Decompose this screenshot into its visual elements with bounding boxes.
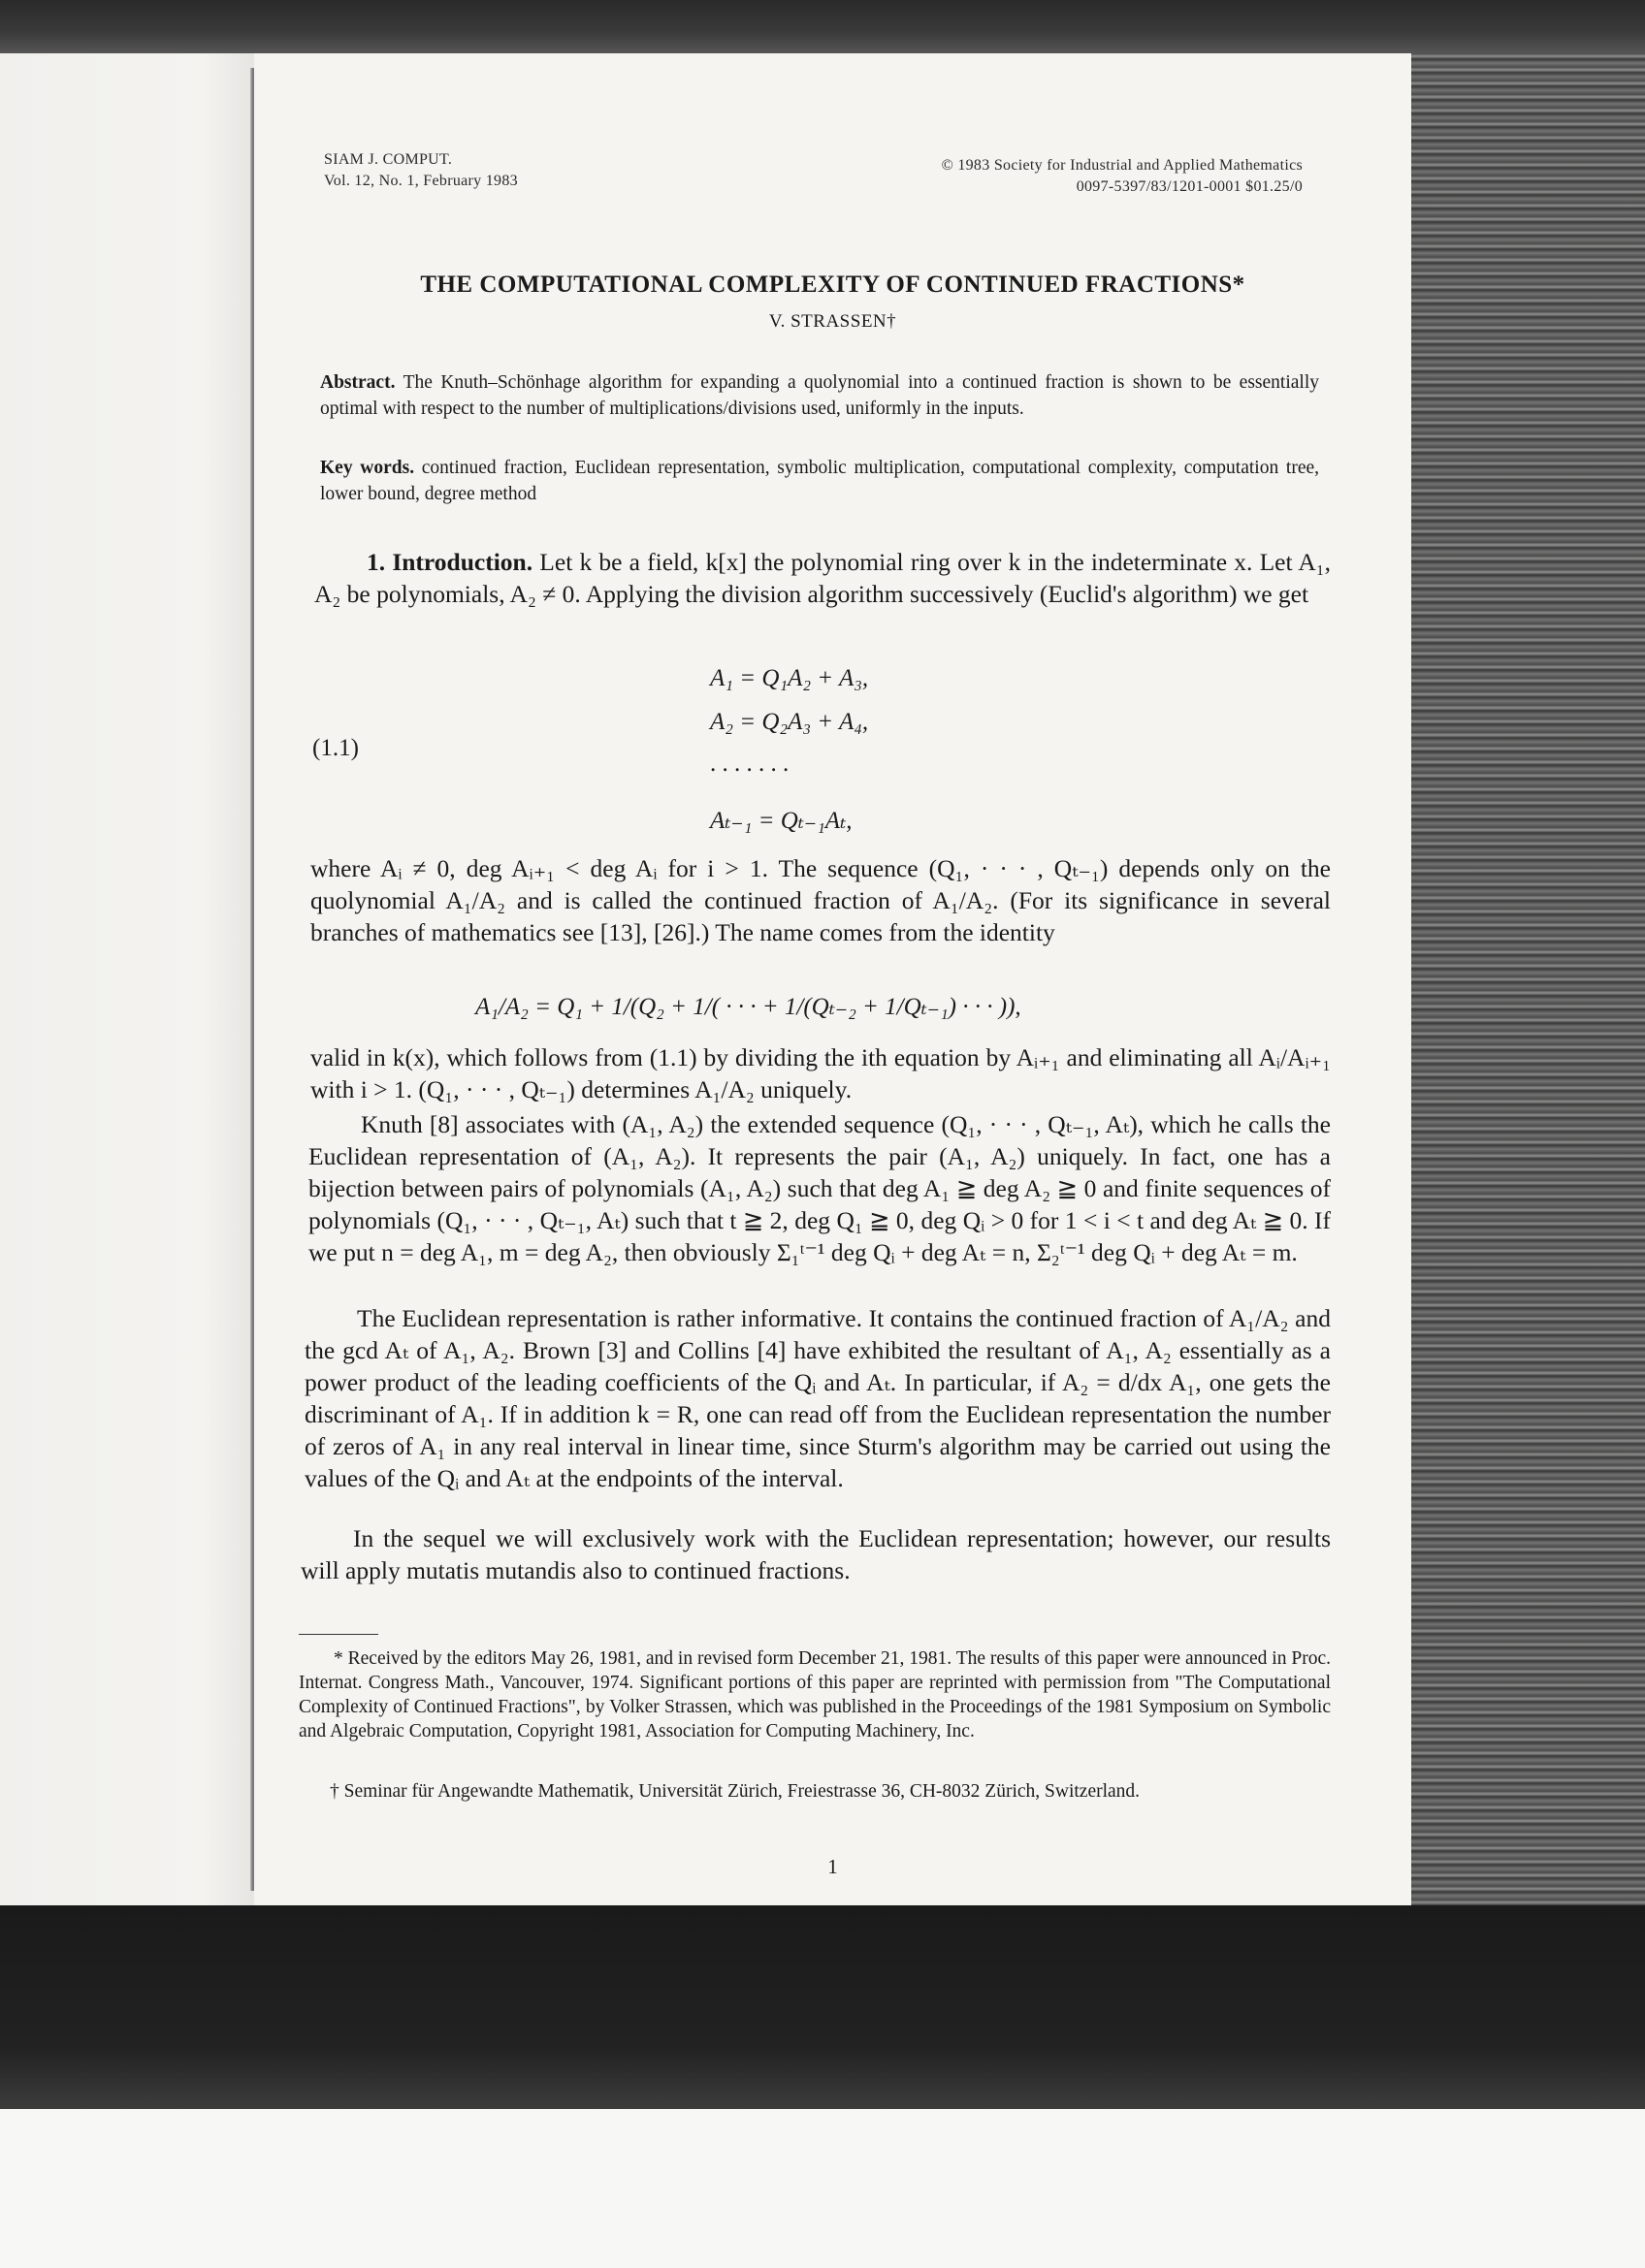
- scan-background-bottom: [0, 1905, 1645, 2109]
- intro-text: Let k be a field, k[x] the polynomial ring over k in the indeterminate x. Let A₁, A₂ be polynomials, A₂ ≠ 0. Applying the division algorithm successively (Euclid's algorithm) we get: [314, 548, 1332, 608]
- scanner-margin: [0, 2109, 1645, 2268]
- equation-line-1: A₁ = Q₁A₂ + A₃,: [710, 665, 869, 691]
- footnote-received: * Received by the editors May 26, 1981, and in revised form December 21, 1981. The results of this paper were announced in Proc. Internat. Congress Math., Vancouver, 1974. Significant portions of this paper are reprinted with permission from "The Computational Complexity of Continued Fractions", by Volker Strassen, which was published in the Proceedings of the 1981 Symposium on Symbolic and Algebraic Computation, Copyright 1981, Association for Computing Machinery, Inc.: [299, 1648, 1331, 1741]
- identity-equation: A₁/A₂ = Q₁ + 1/(Q₂ + 1/( · · · + 1/(Qₜ₋₂ + 1/Qₜ₋₁) · · · )),: [475, 994, 1021, 1020]
- paragraph-sequence: where Aᵢ ≠ 0, deg Aᵢ₊₁ < deg Aᵢ for i > 1. The sequence (Q₁, · · · , Qₜ₋₁) depends only on the quolynomial A₁/A₂ and is called the continued fraction of A₁/A₂. (For its significance in several branches of mathematics see [13], [26].) The name comes from the identity: [310, 854, 1331, 946]
- abstract-label: Abstract.: [320, 372, 396, 393]
- previous-page-leaf: [0, 53, 254, 1905]
- scan-background-top: [0, 0, 1645, 53]
- footnote-rule: [299, 1634, 378, 1635]
- paragraph-knuth: Knuth [8] associates with (A₁, A₂) the extended sequence (Q₁, · · · , Qₜ₋₁, Aₜ), which he calls the Euclidean representation of (A₁, A₂). It represents the pair (A₁, A₂) uniquely. In fact, one has a bijection between pairs of polynomials (A₁, A₂) such that deg A₁ ≧ deg A₂ ≧ 0 and finite sequences of polynomials (Q₁, · · · , Qₜ₋₁, Aₜ) such that t ≧ 2, deg Q₁ ≧ 0, deg Qᵢ > 0 for 1 < i < t and deg Aₜ ≧ 0. If we put n = deg A₁, m = deg A₂, then obviously Σ₁ᵗ⁻¹ deg Qᵢ + deg Aₜ = n, Σ₂ᵗ⁻¹ deg Qᵢ + deg Aₜ = m.: [308, 1110, 1331, 1266]
- paragraph-informative: The Euclidean representation is rather informative. It contains the continued fraction of A₁/A₂ and the gcd Aₜ of A₁, A₂. Brown [3] and Collins [4] have exhibited the resultant of A₁, A₂ essentially as a power product of the leading coefficients of the Qᵢ and Aₜ. In particular, if A₂ = d/dx A₁, one gets the discriminant of A₁. If in addition k = R, one can read off from the Euclidean representation the number of zeros of A₁ in any real interval in linear time, since Sturm's algorithm may be carried out using the values of the Qᵢ and Aₜ at the endpoints of the interval.: [305, 1304, 1331, 1492]
- equation-line-2: A₂ = Q₂A₃ + A₄,: [710, 709, 869, 735]
- journal-volume: Vol. 12, No. 1, February 1983: [324, 173, 518, 189]
- equation-line-last: Aₜ₋₁ = Qₜ₋₁Aₜ,: [710, 808, 853, 834]
- equation-ellipsis: . . . . . . .: [710, 751, 790, 777]
- intro-paragraph: [314, 546, 1331, 610]
- paper-page: [254, 53, 1411, 1905]
- page-number: 1: [827, 1855, 838, 1878]
- article-code: 0097-5397/83/1201-0001 $01.25/0: [1076, 178, 1303, 195]
- section-heading: 1. Introduction.: [367, 548, 533, 576]
- footnote-affiliation: † Seminar für Angewandte Mathematik, Universität Zürich, Freiestrasse 36, CH-8032 Zürich, Switzerland.: [330, 1781, 1141, 1802]
- book-page-edges: [1411, 53, 1645, 1905]
- keywords: [320, 455, 1319, 507]
- paper-title: THE COMPUTATIONAL COMPLEXITY OF CONTINUED FRACTIONS*: [420, 272, 1245, 298]
- abstract: [320, 369, 1319, 422]
- paragraph-valid: valid in k(x), which follows from (1.1) by dividing the ith equation by Aᵢ₊₁ and eliminating all Aᵢ/Aᵢ₊₁ with i > 1. (Q₁, · · · , Qₜ₋₁) determines A₁/A₂ uniquely.: [310, 1043, 1331, 1103]
- keywords-label: Key words.: [320, 458, 415, 478]
- copyright-line: © 1983 Society for Industrial and Applied Mathematics: [941, 157, 1303, 174]
- abstract-text: The Knuth–Schönhage algorithm for expanding a quolynomial into a continued fraction is shown to be essentially optimal with respect to the number of multiplications/divisions used, uniformly in the inputs.: [320, 372, 1319, 419]
- paragraph-sequel: In the sequel we will exclusively work with the Euclidean representation; however, our results will apply mutatis mutandis also to continued fractions.: [301, 1524, 1331, 1584]
- equation-label: (1.1): [312, 735, 359, 761]
- keywords-text: continued fraction, Euclidean representation, symbolic multiplication, computational complexity, computation tree, lower bound, degree method: [320, 458, 1320, 504]
- journal-name: SIAM J. COMPUT.: [324, 151, 453, 168]
- author-name: V. STRASSEN†: [768, 311, 897, 332]
